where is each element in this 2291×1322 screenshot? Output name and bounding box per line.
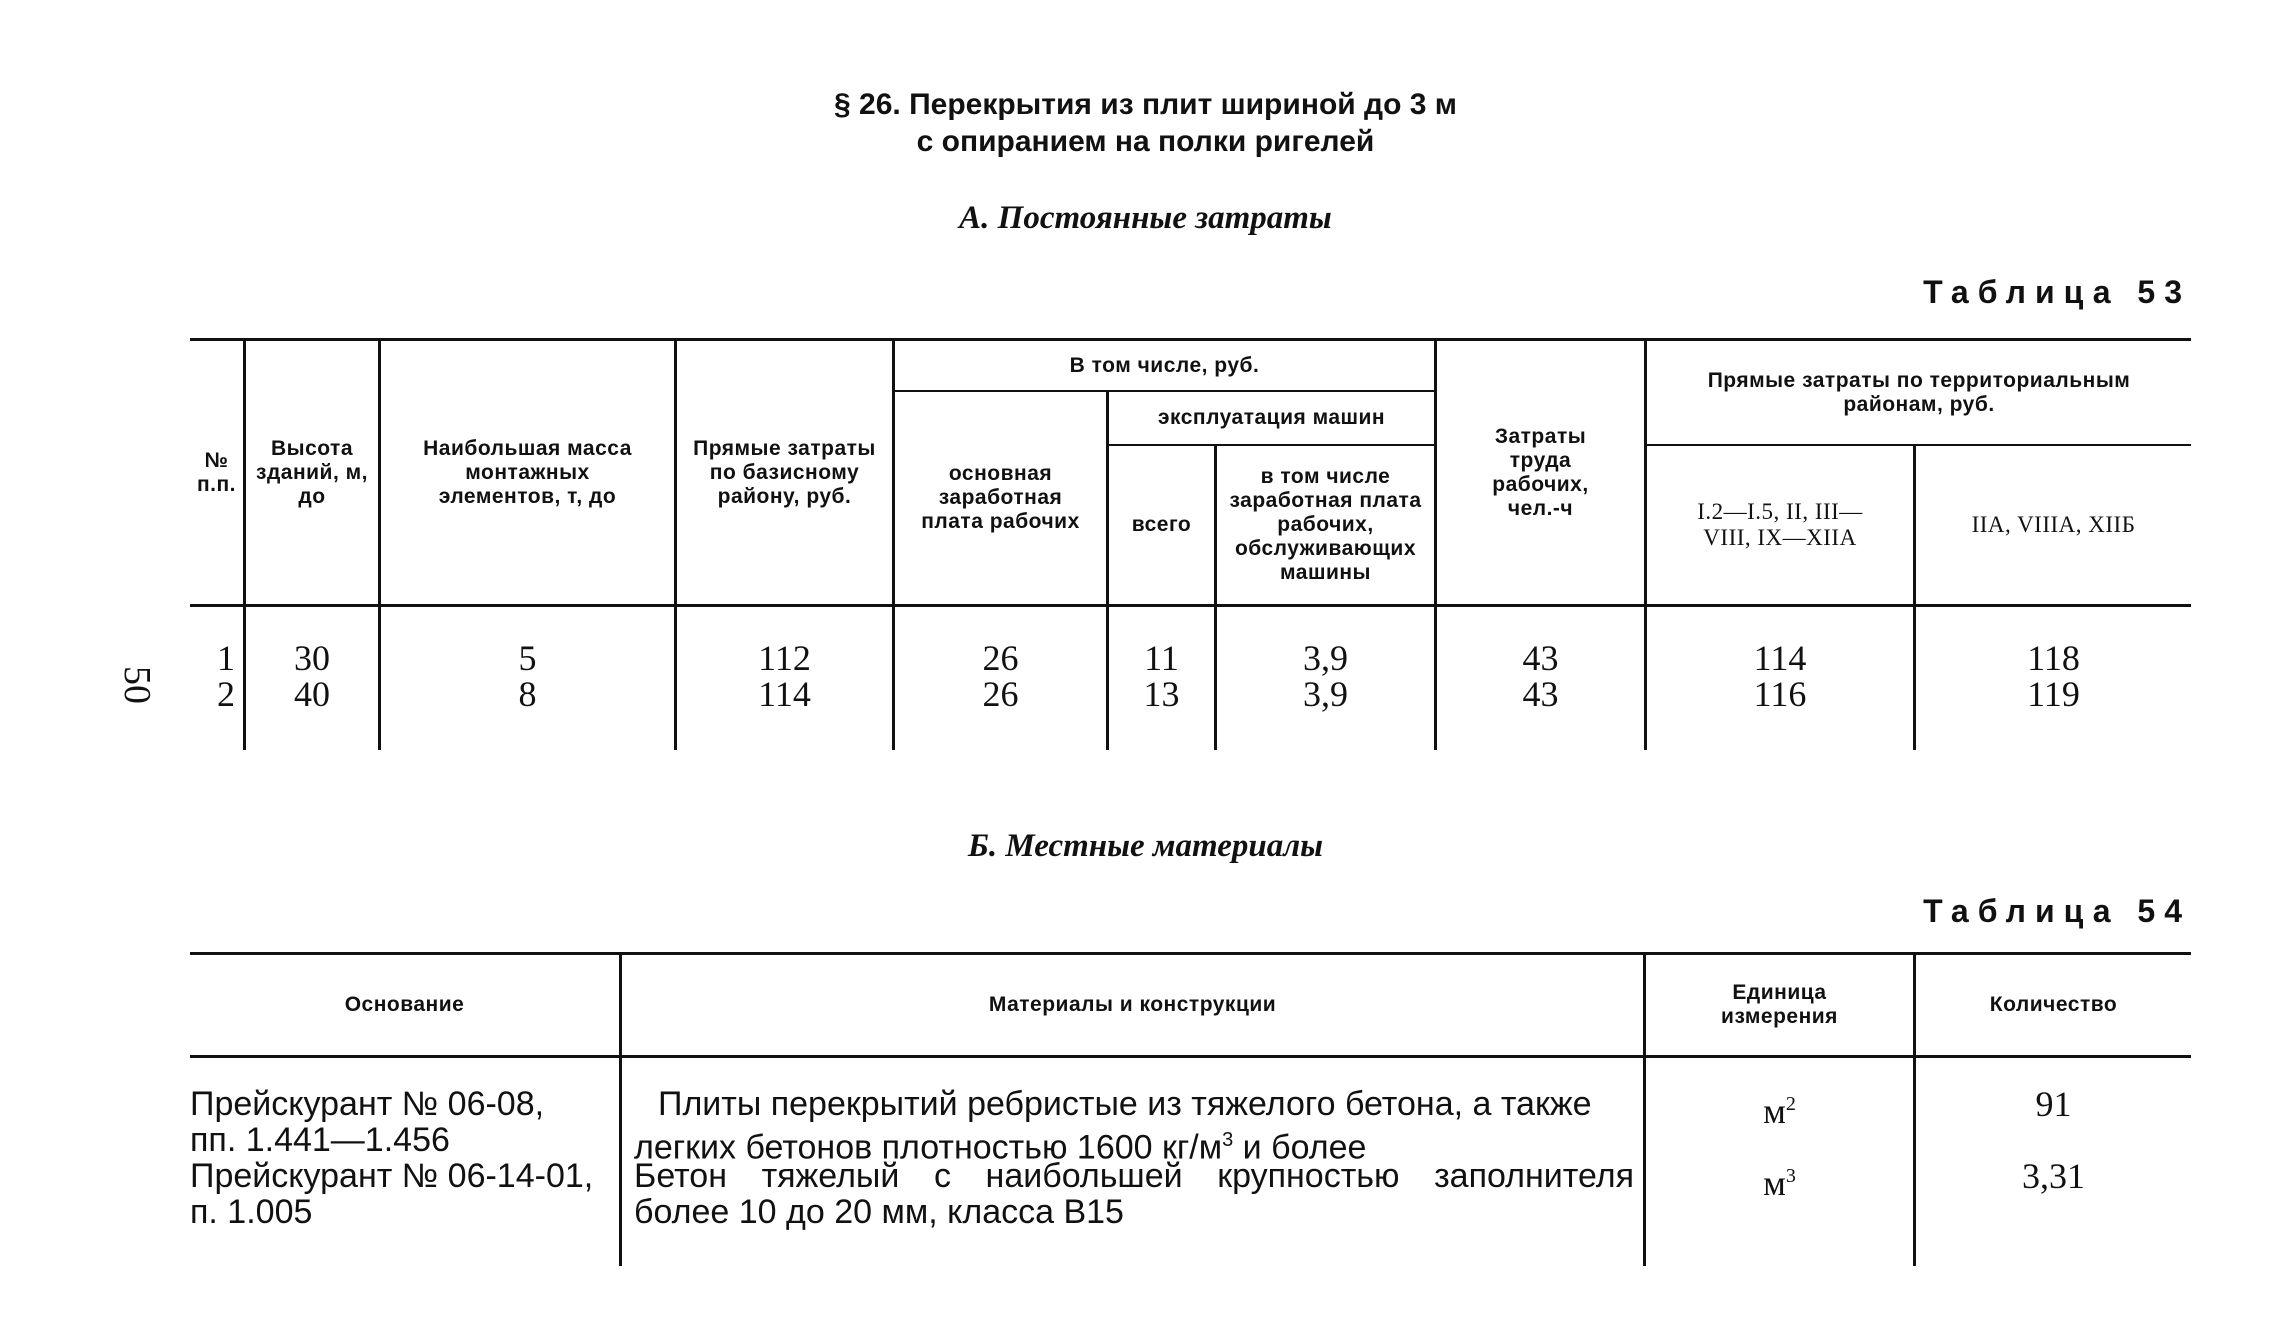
header-labor: Затраты труда рабочих, чел.-ч [1492,424,1589,520]
header-basis: Основание [344,993,465,1016]
heading-line-1: § 26. Перекрытия из плит шириной до 3 м [834,88,1457,121]
basis-line: Прейскурант № 06-08, [190,1085,545,1123]
unit-text: м [1763,1091,1786,1131]
table-row-2-total: 13 [1143,674,1180,714]
header-materials: Материалы и конструкции [988,993,1277,1016]
table-row-1-region-1: 114 [1753,638,1807,678]
material-line: Бетон тяжелый с наибольшей крупностью заполнителя [634,1157,1634,1195]
header-num: № п.п. [196,448,237,496]
table-row-2-quantity: 3,31 [2022,1156,2085,1196]
material-text: легких бетонов плотностью 1600 кг/м [634,1128,1223,1167]
table-row-1-num: 1 [217,638,235,678]
table-row-1-incl-salary: 3,9 [1303,638,1348,678]
table-row-2-region-1: 116 [1753,674,1807,714]
col-mass [381,640,674,712]
table-row-2-direct: 114 [758,674,811,714]
col-region-1 [1647,640,1913,712]
material-line: Плиты перекрытий ребристые из тяжелого бетона, а также [658,1085,1592,1123]
table-row-2-labor: 43 [1522,674,1559,714]
header-unit: Единица измерения [1721,981,1838,1028]
header-region-2: IIA, VIIIA, XIIБ [1971,512,2136,537]
table-row-1-salary: 26 [982,638,1019,678]
table-row-1-labor: 43 [1522,638,1559,678]
table-row-1-basis [190,1086,615,1158]
basis-line: Прейскурант № 06-14-01, [190,1157,594,1195]
section-b-title: Б. Местные материалы [967,828,1324,864]
material-sup: 3 [1222,1129,1234,1151]
table-row-2-num: 2 [217,674,235,714]
table-row-2-incl-salary: 3,9 [1303,674,1348,714]
header-region-1: I.2—I.5, II, III—VIII, IX—XIIA [1697,499,1863,550]
header-incl-salary: в том числе заработная плата рабочих, обслуживающих машины [1229,465,1422,584]
col-incl-salary [1217,640,1434,712]
section-a-title: А. Постоянные затраты [959,200,1332,236]
heading-line-2: с опиранием на полки ригелей [916,125,1375,158]
header-including: В том числе, руб. [1069,353,1260,377]
table-row-2-region-2: 119 [2027,674,2080,714]
unit-sup: 3 [1785,1165,1796,1187]
table-row-2-mass: 8 [518,674,537,714]
table-row-2-unit [1646,1158,1913,1201]
unit-text: м [1763,1163,1786,1203]
table-54-label: Таблица 54 [1923,893,2191,929]
table-row-2-height: 40 [294,674,330,714]
table-row-1-mass: 5 [518,638,537,678]
col-direct [677,640,892,712]
header-mass: Наибольшая масса монтажных элементов, т, до [423,436,632,508]
header-quantity: Количество [1989,993,2118,1016]
section-heading [0,86,2291,160]
basis-line: пп. 1.441—1.456 [190,1121,450,1159]
unit-sup: 2 [1785,1093,1796,1115]
header-machines: эксплуатация машин [1157,406,1386,429]
header-height: Высота зданий, м, до [256,436,368,508]
table-row-1-material [634,1086,1634,1165]
table-53-label: Таблица 53 [1923,274,2191,310]
header-total: всего [1131,513,1192,536]
col-total [1109,640,1214,712]
table-row-2-basis [190,1158,615,1230]
table-row-1-direct: 112 [758,638,811,678]
col-region-2 [1916,640,2191,712]
material-text: и более [1233,1128,1367,1167]
col-labor [1437,640,1644,712]
table-row-2-material [634,1158,1634,1230]
header-direct-costs: Прямые затраты по базисному району, руб. [693,436,876,508]
col-height [246,640,378,712]
table-row-1-height: 30 [294,638,330,678]
table-row-1-region-2: 118 [2027,638,2080,678]
table-row-2-salary: 26 [982,674,1019,714]
table-row-1-total: 11 [1144,638,1179,678]
table-row-1-unit [1646,1086,1913,1129]
header-salary: основная заработная плата рабочих [921,462,1080,533]
header-territorial: Прямые затраты по территориальным районам, руб. [1707,368,2131,416]
col-salary [895,640,1106,712]
col-num [190,640,243,712]
material-line: более 10 до 20 мм, класса В15 [634,1193,1124,1231]
page-number: 50 [116,666,158,704]
basis-line: п. 1.005 [190,1193,313,1231]
table-row-1-quantity: 91 [2035,1084,2072,1124]
